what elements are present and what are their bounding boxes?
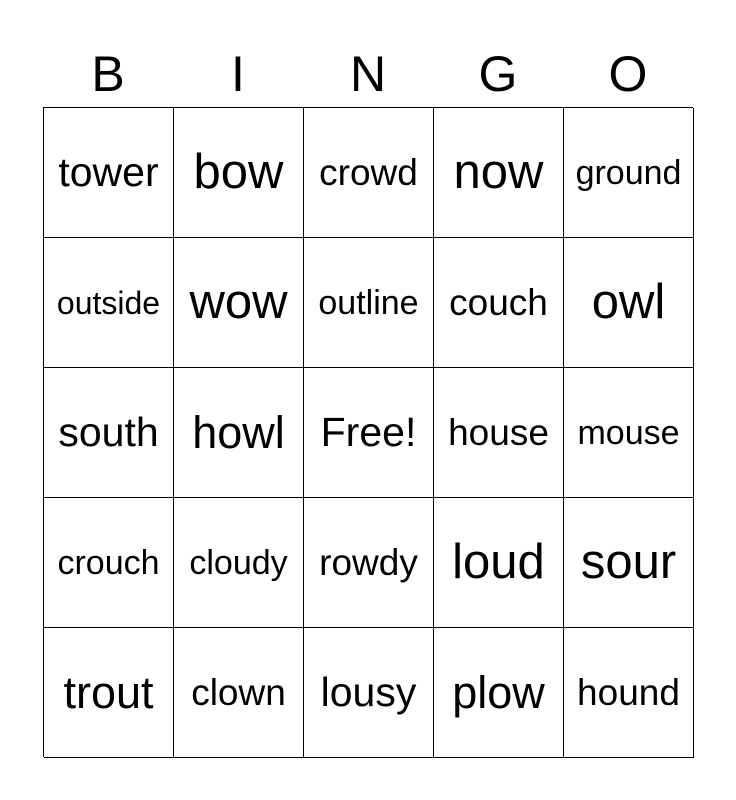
bingo-card-grid — [43, 107, 693, 757]
header-letter-n: N — [349, 46, 387, 102]
bingo-cell[interactable]: outline — [304, 238, 434, 368]
header-letter-o: O — [608, 46, 648, 102]
bingo-cell[interactable]: ground — [564, 108, 694, 238]
header-letter-b: B — [91, 46, 125, 102]
bingo-cell[interactable]: now — [434, 108, 564, 238]
bingo-cell[interactable]: crowd — [304, 108, 434, 238]
header-letter-i: I — [231, 46, 245, 102]
bingo-cell[interactable]: trout — [44, 628, 174, 758]
bingo-cell[interactable]: crouch — [44, 498, 174, 628]
bingo-cell[interactable]: howl — [174, 368, 304, 498]
bingo-cell[interactable]: wow — [174, 238, 304, 368]
bingo-cell[interactable]: clown — [174, 628, 304, 758]
header-letter-g: G — [478, 46, 518, 102]
bingo-cell[interactable]: plow — [434, 628, 564, 758]
bingo-cell[interactable]: loud — [434, 498, 564, 628]
bingo-cell[interactable]: bow — [174, 108, 304, 238]
bingo-cell[interactable]: cloudy — [174, 498, 304, 628]
bingo-cell[interactable]: hound — [564, 628, 694, 758]
bingo-cell[interactable]: couch — [434, 238, 564, 368]
bingo-cell[interactable]: rowdy — [304, 498, 434, 628]
bingo-cell[interactable]: lousy — [304, 628, 434, 758]
bingo-cell[interactable]: tower — [44, 108, 174, 238]
bingo-cell[interactable]: sour — [564, 498, 694, 628]
bingo-cell[interactable]: south — [44, 368, 174, 498]
bingo-cell[interactable]: outside — [44, 238, 174, 368]
bingo-cell[interactable]: owl — [564, 238, 694, 368]
bingo-cell[interactable]: mouse — [564, 368, 694, 498]
bingo-cell[interactable]: house — [434, 368, 564, 498]
bingo-free-space[interactable]: Free! — [304, 368, 434, 498]
bingo-header — [43, 44, 693, 104]
